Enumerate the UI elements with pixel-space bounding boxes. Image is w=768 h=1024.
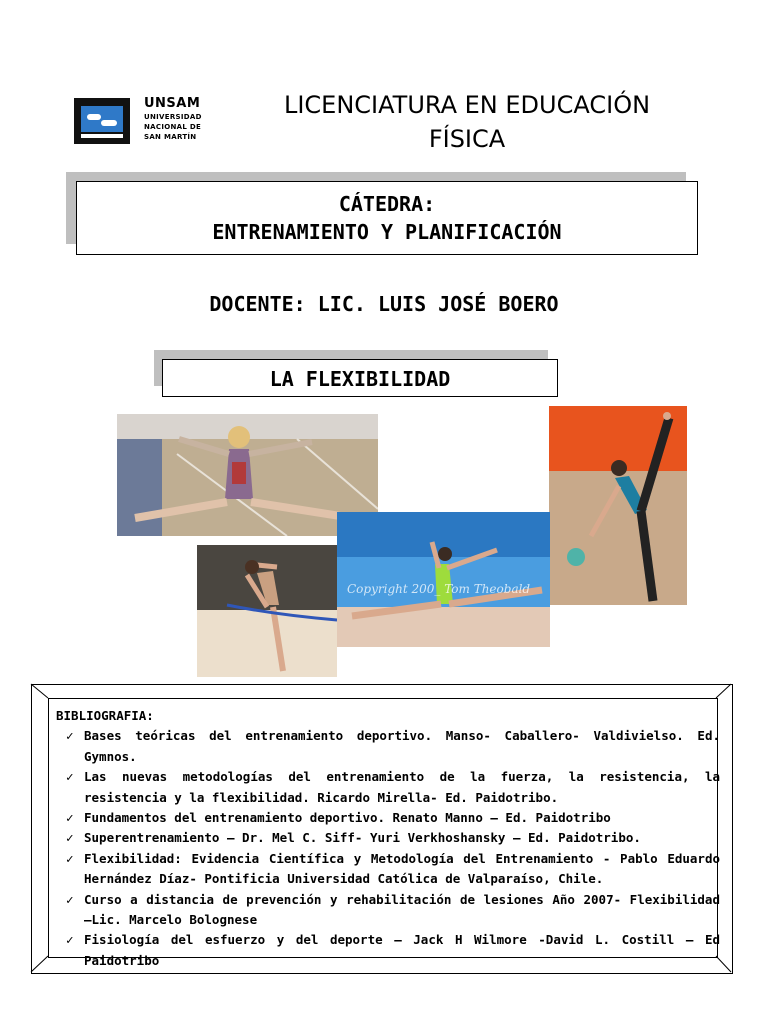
topic-title: LA FLEXIBILIDAD: [269, 367, 451, 391]
bibliography-heading: BIBLIOGRAFIA:: [56, 708, 154, 723]
program-title-line-2: FÍSICA: [428, 125, 506, 153]
bibliography-item: ✓ Fundamentos del entrenamiento deportivo. Renato Manno – Ed. Paidotribo: [56, 808, 720, 828]
catedra-label: CÁTEDRA:: [338, 192, 436, 216]
logo-line-1: UNIVERSIDAD: [144, 113, 202, 121]
bibliography-item: ✓ Flexibilidad: Evidencia Científica y Metodología del Entrenamiento - Pablo Eduardo Hernández Díaz- Pontificia Universidad Católica de Valparaíso, Chile.: [66, 850, 720, 887]
catedra-name: ENTRENAMIENTO Y PLANIFICACIÓN: [212, 220, 562, 244]
logo-abbr: UNSAM: [144, 96, 201, 111]
bibliography-list: [56, 726, 720, 971]
photo-watermark: Copyright 200_ Tom Theobald: [347, 582, 531, 596]
bibliography-item: ✓ Bases teóricas del entrenamiento deportivo. Manso- Caballero- Valdivielso. Ed. Gymnos.: [66, 728, 720, 764]
bibliography: [56, 706, 720, 971]
program-title-line-1: LICENCIATURA EN EDUCACIÓN: [283, 91, 651, 119]
check-icon: ✓: [66, 850, 74, 866]
bibliography-item: ✓ Las nuevas metodologías del entrenamiento de la fuerza, la resistencia, la resistencia y la flexibilidad. Ricardo Mirella- Ed. Paidotribo.: [66, 769, 720, 805]
docente-line: DOCENTE: LIC. LUIS JOSÉ BOERO: [209, 292, 559, 316]
logo-line-2: NACIONAL DE: [144, 123, 202, 131]
bibliography-item: ✓ Curso a distancia de prevención y rehabilitación de lesiones Año 2007- Flexibilidad –Lic. Marcelo Bolognese: [66, 891, 720, 928]
check-icon: ✓: [66, 830, 74, 846]
check-icon: ✓: [66, 891, 74, 907]
check-icon: ✓: [66, 769, 74, 785]
bibliography-item: ✓ Superentrenamiento – Dr. Mel C. Siff- Yuri Verkhoshansky – Ed. Paidotribo.: [56, 828, 720, 848]
check-icon: ✓: [66, 810, 74, 826]
check-icon: ✓: [66, 932, 74, 948]
bibliography-item: ✓ Fisiología del esfuerzo y del deporte – Jack H Wilmore -David L. Costill – Ed Paidotribo: [66, 932, 720, 968]
logo-line-3: SAN MARTÍN: [144, 133, 197, 141]
check-icon: ✓: [66, 728, 74, 744]
